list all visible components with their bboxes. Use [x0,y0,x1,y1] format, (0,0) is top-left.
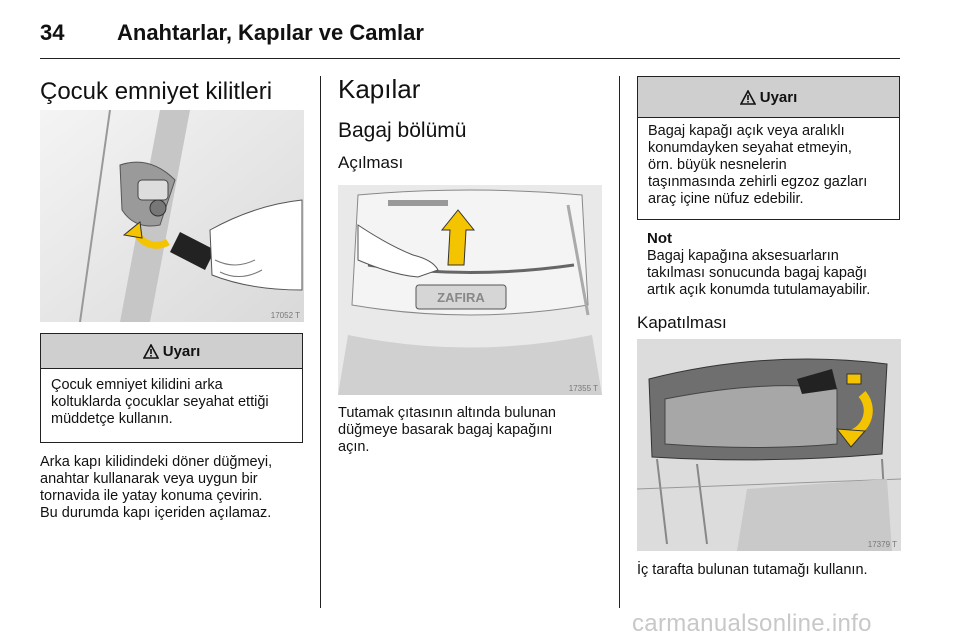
warning-triangle-icon [740,90,756,105]
warning-title: Uyarı [162,342,201,360]
boot-opening-illustration [338,185,602,395]
child-lock-illustration [40,110,304,322]
boot-closing-illustration [637,339,901,551]
note-text: Bagaj kapağına aksesuarların takılması sonucunda bagaj kapağı artık açık konumda tutulamayabilir. [647,248,871,298]
subheading-boot: Bagaj bölümü [338,119,467,142]
opening-paragraph: Tutamak çıtasının altında bulunan düğmeye basarak bagaj kapağını açın. [338,405,556,455]
warning-triangle-icon [143,344,159,359]
child-lock-paragraph: Arka kapı kilidindeki döner düğmeyi, anahtar kullanarak veya uygun bir tornavida ile yatay konuma çevirin. Bu durumda kapı içeriden açılamaz. [40,454,273,521]
figure-code: 17052 T [270,311,300,320]
warning-text: Bagaj kapağı açık veya aralıklı konumdayken seyahat etmeyin, örn. büyük nesnelerin taşınmasında zehirli egzoz gazları araç içine nüfuz edebilir. [648,123,868,207]
section-heading-doors: Kapılar [338,74,421,104]
running-header-title: Anahtarlar, Kapılar ve Camlar [117,20,424,45]
figure-boot-opening [338,185,602,395]
column-divider-1 [320,76,321,608]
zafira-badge: ZAFIRA [437,290,485,305]
header-divider [40,58,900,59]
warning-text: Çocuk emniyet kilidini arka koltuklarda çocuklar seyahat ettiği müddetçe kullanın. [51,377,269,427]
warning-header [41,334,302,369]
figure-boot-closing [637,339,901,551]
figure-code: 17355 T [568,384,598,393]
warning-header [638,77,899,118]
watermark: carmanualsonline.info [632,610,872,637]
column-divider-2 [619,76,620,608]
warning-box-boot [637,76,900,220]
note-label: Not [647,230,672,247]
figure-child-lock [40,110,304,322]
figure-code: 17379 T [867,540,897,549]
warning-title: Uyarı [759,88,798,106]
section-heading-child-locks: Çocuk emniyet kilitleri [40,78,273,105]
closing-paragraph: İç tarafta bulunan tutamağı kullanın. [637,562,868,578]
warning-box-child-lock [40,333,303,443]
page-number: 34 [40,20,65,45]
subheading-opening: Açılması [338,153,404,172]
subheading-closing: Kapatılması [637,313,727,332]
